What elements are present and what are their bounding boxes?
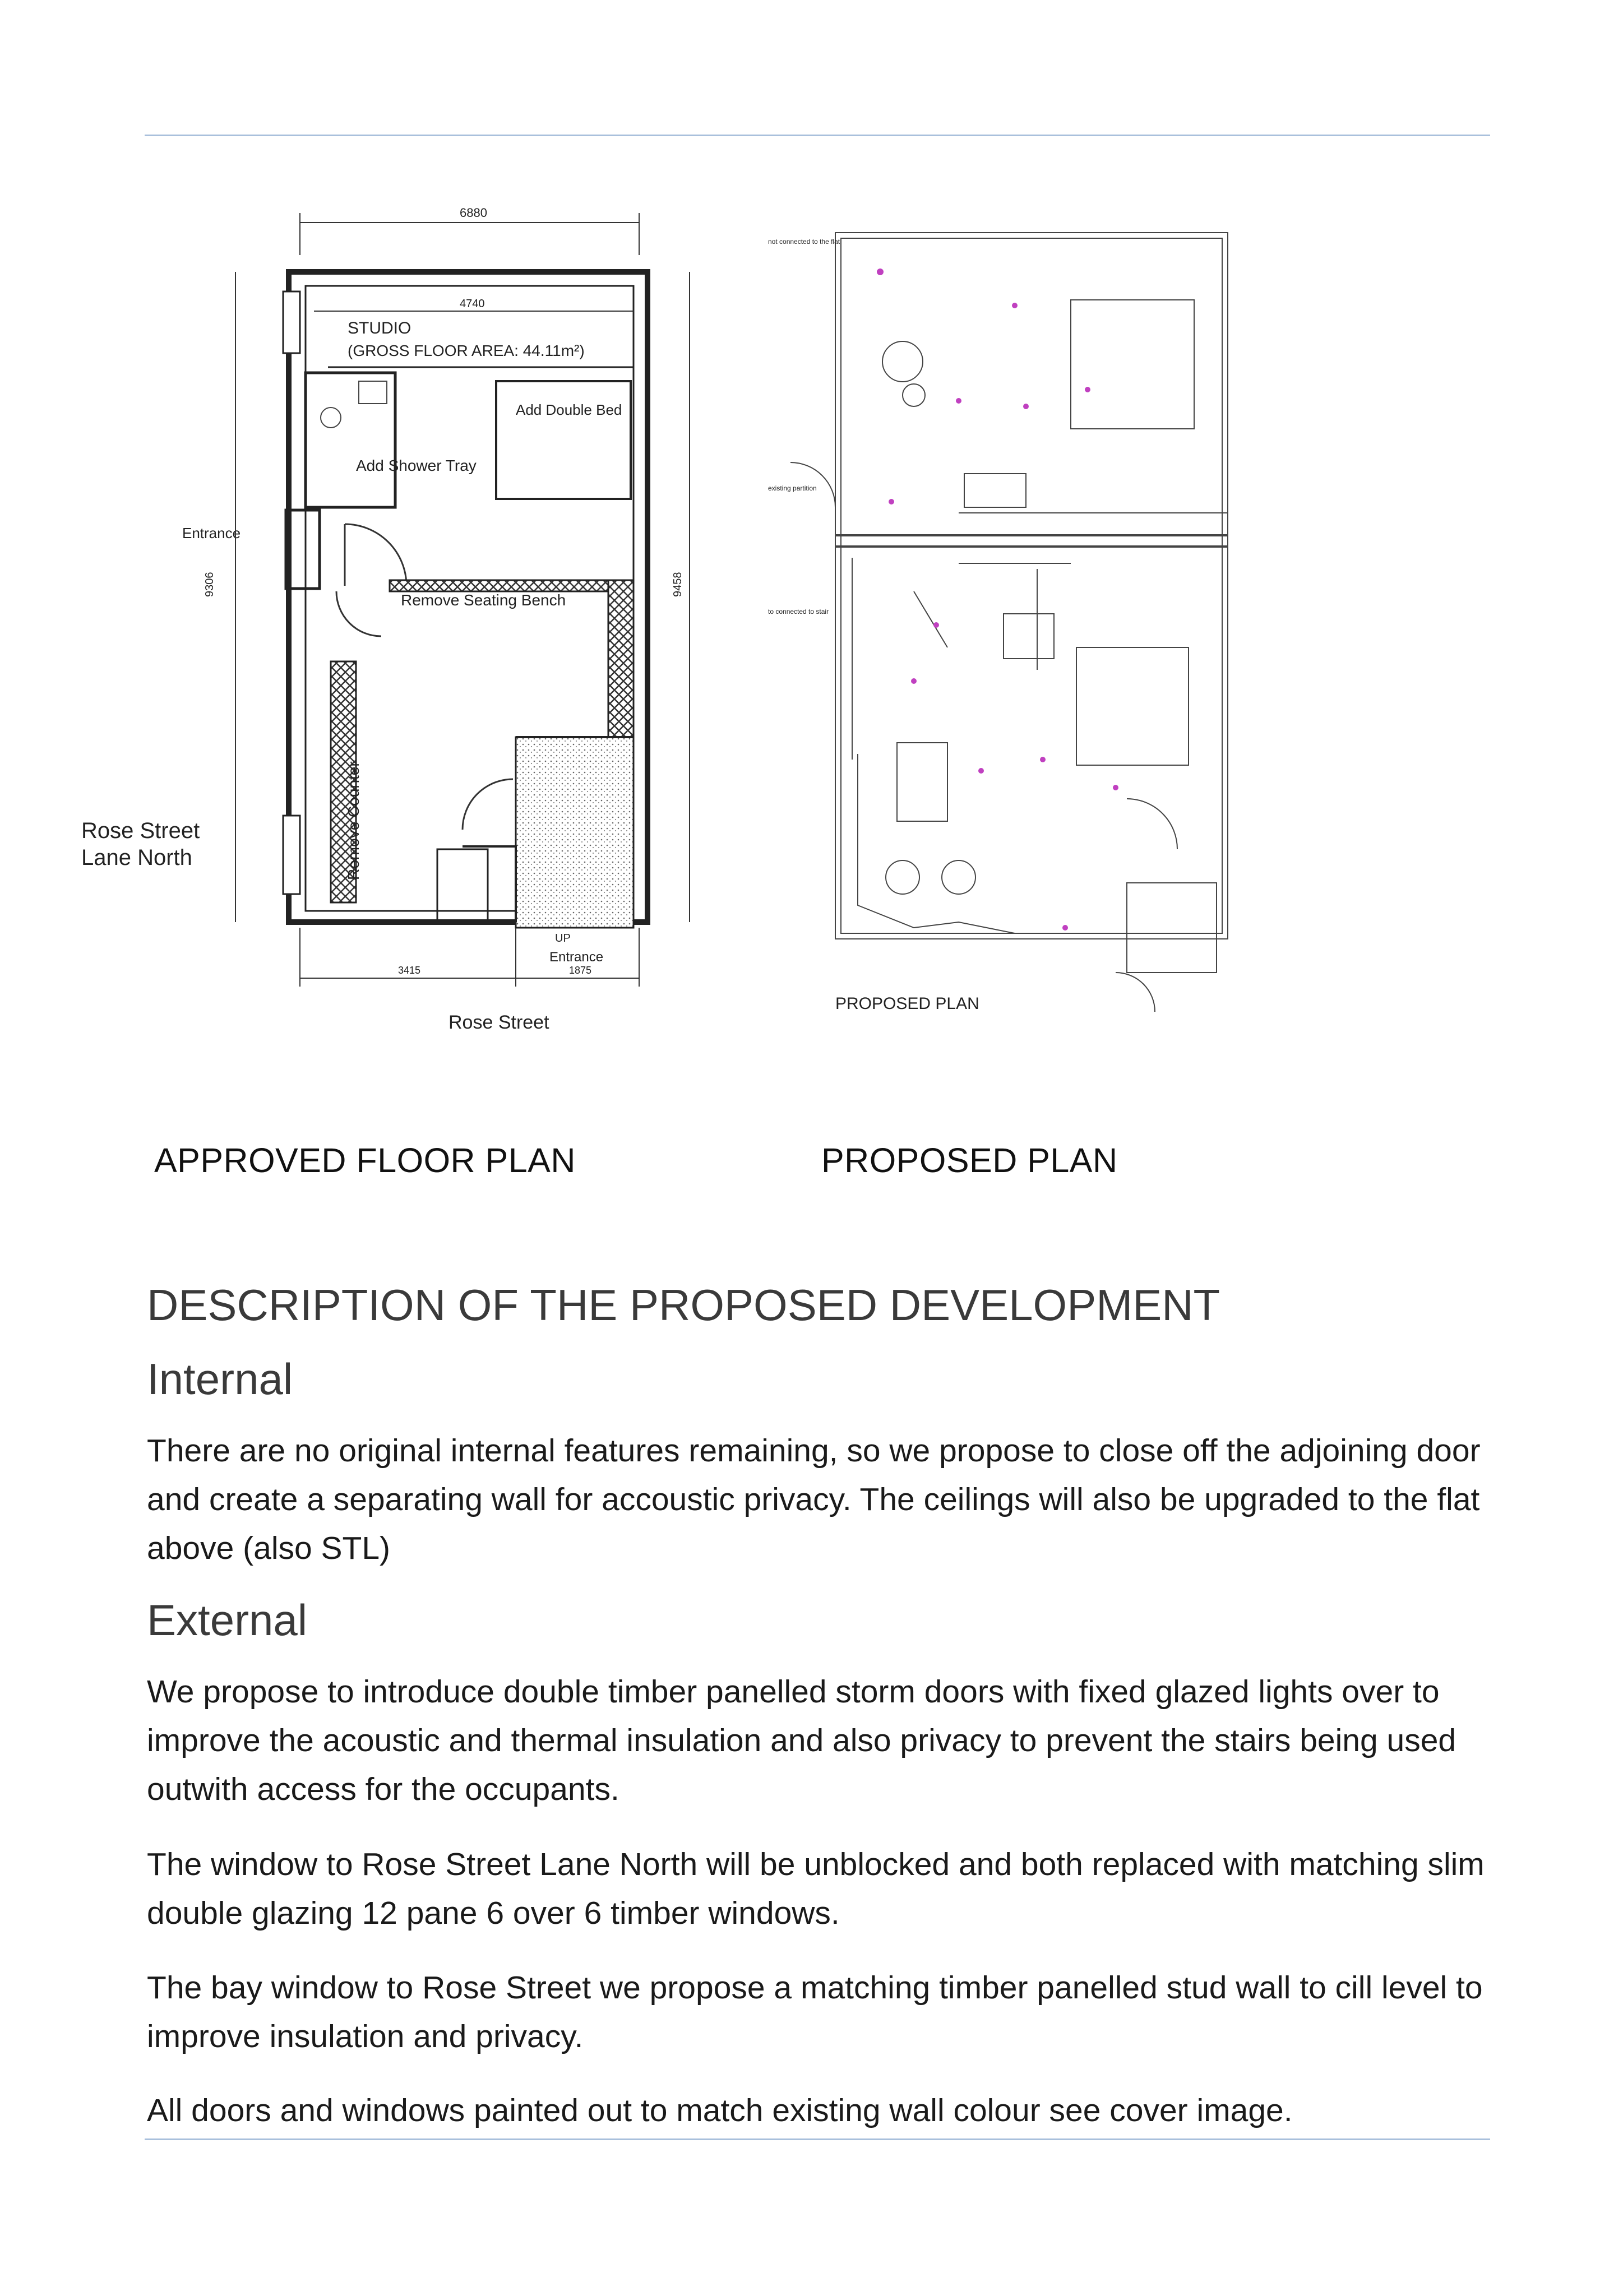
svg-text:not connected to the flat: not connected to the flat [768,238,840,246]
overall-width-dimension: 6880 [460,206,487,220]
up-label: UP [555,932,571,945]
proposed-plan-label: PROPOSED PLAN [835,994,979,1013]
remove-seating-bench-label: Remove Seating Bench [401,591,566,609]
approved-floor-plan-caption: APPROVED FLOOR PLAN [154,1141,576,1179]
side-entrance-label: Entrance [182,525,241,541]
external-paragraph-windows: The window to Rose Street Lane North will be unblocked and both replaced with matching slim double glazing 12 pane 6 over 6 timber windows. [147,1846,1485,1931]
proposed-plan-caption: PROPOSED PLAN [821,1141,1118,1179]
internal-paragraph: There are no original internal features remaining, so we propose to close off the adjoining door and create a separating wall for accoustic privacy. The ceilings will also be upgraded to the flat above (also STL) [147,1433,1481,1566]
external-paragraph-bay-window: The bay window to Rose Street we propose a matching timber panelled stud wall to cill level to improve insulation and privacy. [147,1970,1483,2054]
height-dimension-left: 9306 [204,572,216,597]
svg-text:to connected to stair: to connected to stair [768,608,829,615]
external-heading: External [147,1595,308,1645]
double-bed-label: Add Double Bed [516,401,622,418]
external-paragraph-storm-doors: We propose to introduce double timber panelled storm doors with fixed glazed lights over to improve the acoustic and thermal insulation and also privacy to prevent the stairs being used outwith access for the occupants. [147,1674,1456,1807]
bottom-dimension-2: 1875 [569,965,592,976]
proposed-plan-drawing [723,221,1261,1029]
height-dimension-right: 9458 [672,572,684,597]
internal-heading: Internal [147,1354,293,1404]
front-entrance-label: Entrance [549,950,604,965]
rose-street-label: Rose Street [448,1012,549,1033]
studio-label: STUDIO [348,319,411,337]
rose-street-lane-north-label: Rose Street Lane North [81,818,200,870]
bottom-dimension-1: 3415 [398,965,421,976]
inner-width-dimension: 4740 [460,298,485,310]
svg-text:existing partition: existing partition [768,484,817,492]
gross-floor-area: (GROSS FLOOR AREA: 44.11m²) [348,342,585,359]
remove-counter-label: Remove Counter [345,761,362,880]
approved-floor-plan-drawing [67,188,718,1062]
bottom-divider [145,2138,1490,2140]
external-paragraph-paint: All doors and windows painted out to match existing wall colour see cover image. [147,2093,1293,2128]
top-divider [145,135,1490,136]
shower-tray-label: Add Shower Tray [356,457,477,474]
section-title: DESCRIPTION OF THE PROPOSED DEVELOPMENT [147,1280,1220,1330]
